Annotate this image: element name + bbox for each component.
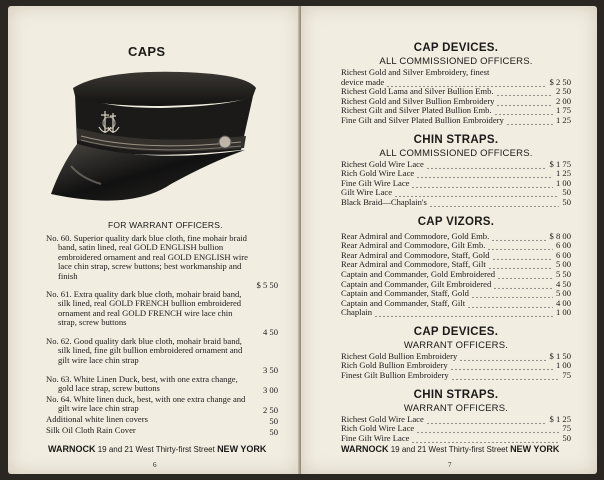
section-title: CAP DEVICES. (413, 325, 499, 338)
item-label: Richest Gold and Silver Bullion Embroidery (341, 95, 495, 106)
item-price: 1 00 (555, 307, 571, 318)
section-title: CHIN STRAPS. (413, 133, 499, 146)
item-price: 2 00 (555, 95, 571, 106)
item-price: $ 1 50 (549, 350, 571, 361)
list-item: No. 62. Good quality dark blue cloth, mohair braid band, silk lined, fine gilt bullion embroidered ornament and gilt wire lace chin strap 3 50 (46, 336, 278, 375)
item-label: device made (341, 76, 385, 87)
item-label: Fine Gilt Wire Lace (341, 432, 410, 443)
list-item: Silk Oil Cloth Rain Cover 50 (46, 425, 278, 437)
item-label: Finest Gilt Bullion Embroidery (341, 370, 449, 381)
item-price: 1 75 (555, 105, 571, 116)
price-row (341, 198, 571, 208)
footer-left: WARNOCK 19 and 21 West Thirty-first Street NEW YORK (48, 444, 267, 454)
item-price: 50 (562, 432, 571, 443)
item-label: Richest Gold Bullion Embroidery (341, 350, 458, 361)
item-price: 6 00 (555, 240, 571, 251)
footer-right: WARNOCK 19 and 21 West Thirty-first Street NEW YORK (341, 444, 560, 454)
section-title: CAP VIZORS. (417, 215, 495, 228)
item-label: Richest Gold Wire Lace (341, 413, 424, 424)
item-label: Rear Admiral and Commodore, Gilt Emb. (341, 240, 486, 251)
item-price: $ 1 25 (549, 413, 571, 424)
item-label: Rear Admiral and Commodore, Gold Emb. (341, 230, 490, 241)
item-price: $ 2 50 (549, 76, 571, 87)
item-price: 2 50 (555, 86, 571, 97)
item-price: 1 25 (555, 168, 571, 179)
price-row (341, 371, 571, 381)
left-page (8, 6, 300, 474)
item-price: 50 (562, 187, 571, 198)
item-label: Captain and Commander, Staff, Gilt (341, 297, 466, 308)
page-title-caps: CAPS (128, 44, 166, 59)
item-label: Richest Gold and Silver Embroidery, finest (341, 67, 490, 77)
item-price: 5 00 (555, 259, 571, 270)
item-price: 4 50 (555, 278, 571, 289)
section-title: CHIN STRAPS. (413, 388, 499, 401)
item-label: Captain and Commander, Gold Embroidered (341, 268, 496, 279)
section-title: CAP DEVICES. (413, 42, 499, 54)
price-row (341, 299, 571, 309)
caps-item-list (46, 234, 278, 437)
item-label: Gilt Wire Lace (341, 187, 393, 198)
item-label: Black Braid—Chaplain's (341, 196, 427, 207)
item-label: Rear Admiral and Commodore, Staff, Gold (341, 249, 490, 260)
item-label: Richest Gold Wire Lace (341, 158, 424, 169)
item-label: Captain and Commander, Staff, Gold (341, 288, 469, 299)
section-subtitle: WARRANT OFFICERS. (403, 339, 509, 351)
list-item: Additional white linen covers 50 (46, 414, 278, 426)
item-price: 75 (562, 370, 571, 381)
section-subtitle: ALL COMMISSIONED OFFICERS. (379, 56, 533, 67)
price-row (341, 434, 571, 444)
item-price: 75 (562, 423, 571, 434)
right-page (301, 6, 597, 474)
price-row (341, 116, 571, 126)
price-row (341, 308, 571, 318)
page-number-right: 7 (448, 461, 452, 469)
item-price: 1 25 (555, 114, 571, 125)
item-price: 6 00 (555, 249, 571, 260)
item-price: $ 1 75 (549, 158, 571, 169)
list-item: No. 60. Superior quality dark blue cloth, fine mohair braid band, satin lined, real GOLD ENGLISH bullion embroidered ornament and real GOLD ENGLISH wire lace chin strap, screw buttons; best workmanship and finish $ 5 50 (46, 233, 278, 290)
item-price: 5 50 (555, 268, 571, 279)
item-label: Fine Gilt Wire Lace (341, 177, 410, 188)
section-subtitle: ALL COMMISSIONED OFFICERS. (379, 147, 533, 159)
item-label: Richest Gold Lama and Silver Bullion Emb. (341, 86, 494, 97)
cap-caption: FOR WARRANT OFFICERS. (108, 220, 223, 230)
item-label: Captain and Commander, Gilt Embroidered (341, 278, 492, 289)
item-label: Rich Gold Wire Lace (341, 423, 415, 434)
item-price: 1 00 (555, 360, 571, 371)
item-price: 1 00 (555, 177, 571, 188)
page-number-left: 6 (153, 461, 157, 469)
item-price: $ 8 00 (549, 230, 571, 241)
list-item: No. 63. White Linen Duck, best, with one extra change, gold lace strap, screw buttons 3 00 (46, 374, 278, 395)
price-list (341, 40, 571, 449)
cap-illustration (41, 66, 271, 216)
item-label: Chaplain (341, 307, 373, 318)
item-price: 50 (562, 196, 571, 207)
item-label: Rich Gold Bullion Embroidery (341, 360, 448, 371)
list-item: No. 61. Extra quality dark blue cloth, mohair braid band, silk lined, real GOLD FRENCH bullion embroidered ornament and real GOLD FRENCH wire lace chin strap, screw buttons 4 50 (46, 289, 278, 337)
item-price: 4 00 (555, 297, 571, 308)
item-price: 5 00 (555, 288, 571, 299)
item-label: Rich Gold Wire Lace (341, 168, 415, 179)
section-subtitle: WARRANT OFFICERS. (403, 402, 509, 414)
item-label: Fine Gilt and Silver Plated Bullion Embroidery (341, 114, 504, 125)
list-item: No. 64. White linen duck, best, with one extra change and gilt wire lace chin strap 2 50 (46, 394, 278, 415)
item-label: Rear Admiral and Commodore, Staff, Gilt (341, 259, 486, 270)
item-label: Richest Gilt and Silver Plated Bullion Emb. (341, 105, 492, 116)
